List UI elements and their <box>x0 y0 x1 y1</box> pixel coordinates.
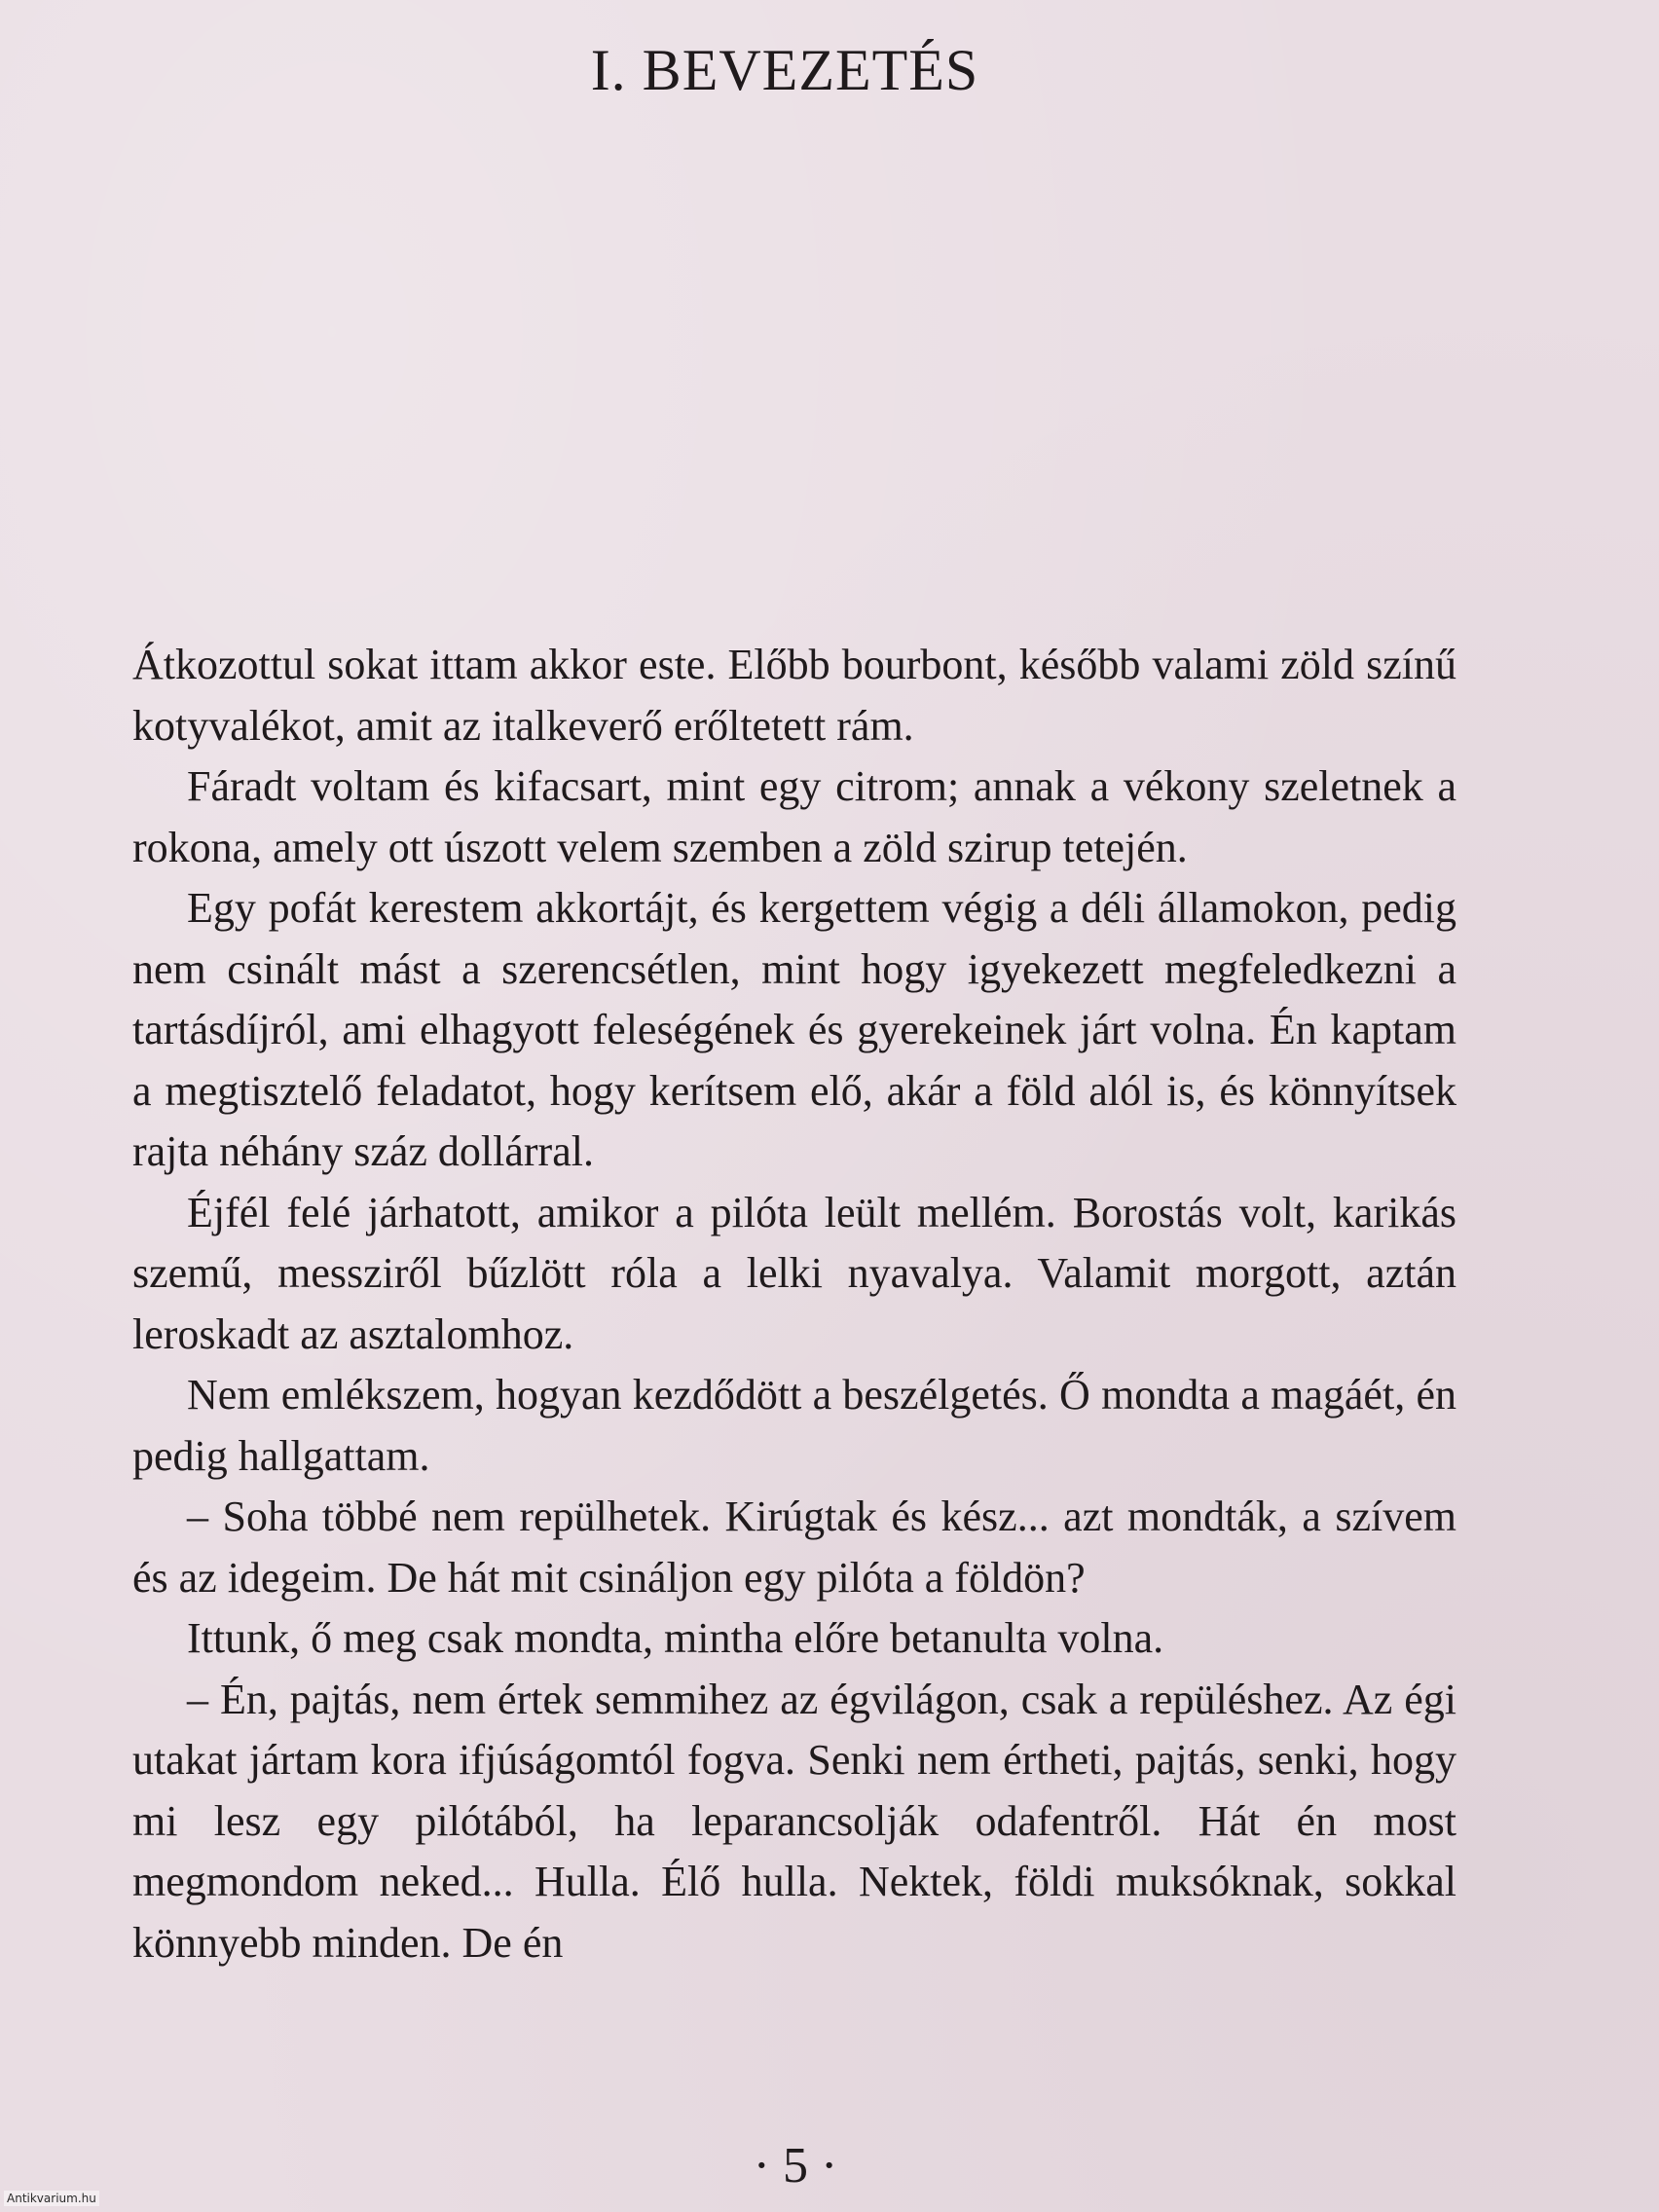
page-number: · 5 · <box>753 2138 838 2194</box>
paragraph: Éjfél felé járhatott, amikor a pilóta leült mellém. Borostás volt, karikás szemű, messziről bűzlött róla a lelki nyavalya. Valamit morgott, aztán leroskadt az asztalomhoz. <box>132 1188 1456 1358</box>
paragraph: Átkozottul sokat ittam akkor este. Előbb bourbont, később valami zöld színű kotyvalékot, amit az italkeverő erőltetett rám. <box>132 641 1456 750</box>
body-text <box>132 635 1456 1973</box>
dialogue-paragraph: – Én, pajtás, nem értek semmihez az égvilágon, csak a repüléshez. Az égi utakat jártam kora ifjúságomtól fogva. Senki nem értheti, pajtás, senki, hogy mi lesz egy pilótából, ha leparancsolják odafentről. Hát én most megmondom neked... Hulla. Élő hulla. Nektek, földi muksóknak, sokkal könnyebb minden. De én <box>132 1675 1456 1967</box>
dialogue-paragraph: – Soha többé nem repülhetek. Kirúgtak és kész... azt mondták, a szívem és az idegeim. De hát mit csináljon egy pilóta a földön? <box>132 1493 1456 1602</box>
chapter-title: I. BEVEZETÉS <box>590 38 979 102</box>
paragraph: Ittunk, ő meg csak mondta, mintha előre betanulta volna. <box>187 1614 1164 1662</box>
paragraph: Egy pofát kerestem akkortájt, és kergettem végig a déli államokon, pedig nem csinált mást a szerencsétlen, mint hogy igyekezett megfeledkezni a tartásdíjról, ami elhagyott feleségének és gyerekeinek járt volna. Én kaptam a megtisztelő feladatot, hogy kerítsem elő, akár a föld alól is, és könnyítsek rajta néhány száz dollárral. <box>132 884 1456 1175</box>
paragraph: Nem emlékszem, hogyan kezdődött a beszélgetés. Ő mondta a magáét, én pedig hallgattam. <box>132 1371 1456 1480</box>
watermark: Antikvarium.hu <box>4 2191 99 2206</box>
paragraph: Fáradt voltam és kifacsart, mint egy citrom; annak a vékony szeletnek a rokona, amely ott úszott velem szemben a zöld szirup tetején. <box>132 762 1456 871</box>
